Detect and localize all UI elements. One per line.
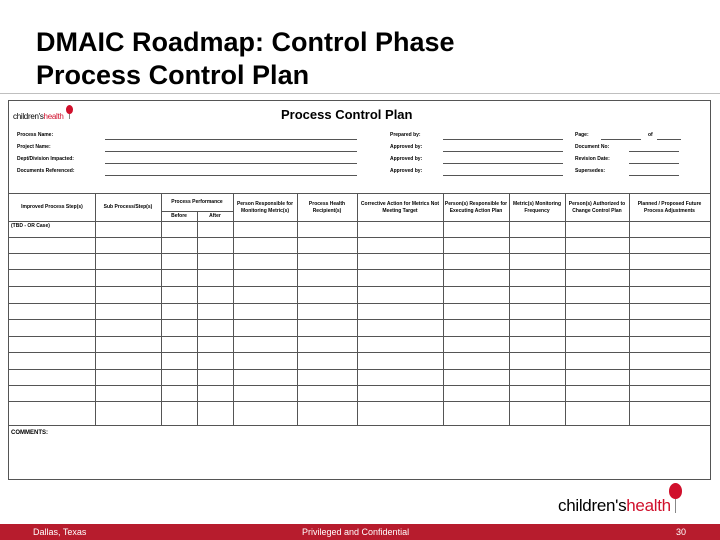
header-field-label: Approved by:: [390, 156, 423, 162]
table-cell[interactable]: [444, 254, 509, 269]
table-cell[interactable]: [234, 337, 297, 352]
table-cell[interactable]: [630, 287, 710, 303]
header-field-line[interactable]: [629, 175, 679, 176]
header-field-label: Supersedes:: [575, 168, 606, 174]
table-cell[interactable]: [298, 353, 357, 369]
column-header: Improved Process Step(s): [21, 204, 83, 210]
table-cell[interactable]: [630, 254, 710, 269]
header-field-label: Document No:: [575, 144, 610, 150]
table-cell[interactable]: [198, 353, 233, 369]
table-cell[interactable]: [10, 337, 95, 352]
table-cell[interactable]: [510, 386, 565, 401]
footer-bar: [0, 524, 720, 540]
table-cell[interactable]: [198, 238, 233, 253]
footer-logo-text-1: children's: [558, 496, 627, 515]
table-cell[interactable]: [358, 287, 443, 303]
form-logo-text-2: health: [43, 112, 64, 121]
table-cell[interactable]: [198, 337, 233, 352]
table-cell[interactable]: [162, 320, 197, 336]
table-cell[interactable]: [162, 222, 197, 237]
table-cell[interactable]: [198, 270, 233, 286]
table-cell[interactable]: [510, 402, 565, 425]
table-cell[interactable]: [96, 370, 161, 385]
table-cell[interactable]: [198, 402, 233, 425]
table-cell[interactable]: [234, 320, 297, 336]
table-cell[interactable]: [198, 320, 233, 336]
table-cell[interactable]: [630, 353, 710, 369]
table-cell[interactable]: [198, 386, 233, 401]
table-cell[interactable]: [510, 353, 565, 369]
column-header: Sub Process/Step(s): [103, 204, 153, 210]
header-page-of: of: [648, 132, 653, 138]
header-field-label: Project Name:: [17, 144, 51, 150]
table-cell[interactable]: [96, 254, 161, 269]
table-cell[interactable]: [630, 320, 710, 336]
table-cell[interactable]: [96, 353, 161, 369]
table-cell[interactable]: [234, 353, 297, 369]
footer-logo: [558, 496, 671, 516]
table-cell[interactable]: [96, 287, 161, 303]
table-cell[interactable]: [566, 270, 629, 286]
table-cell[interactable]: [162, 287, 197, 303]
comments-label: COMMENTS:: [11, 430, 48, 436]
table-cell[interactable]: [234, 402, 297, 425]
table-cell[interactable]: [444, 222, 509, 237]
column-header: Process Health Recipient(s): [308, 200, 346, 214]
table-cell[interactable]: [96, 337, 161, 352]
table-cell[interactable]: [444, 386, 509, 401]
footer-page-number: 30: [676, 527, 687, 537]
table-cell[interactable]: [198, 370, 233, 385]
table-cell[interactable]: [566, 304, 629, 319]
column-header: Planned / Proposed Future Process Adjustments: [637, 200, 702, 214]
column-header: Person Responsible for Monitoring Metric(s): [236, 200, 294, 214]
table-cell[interactable]: [162, 402, 197, 425]
sub-column-header: After: [209, 212, 221, 219]
header-field-label: Prepared by:: [390, 132, 421, 138]
form-logo: [13, 112, 64, 121]
slide-title: [36, 26, 455, 92]
header-field-label: Process Name:: [17, 132, 54, 138]
table-cell[interactable]: [510, 320, 565, 336]
table-cell[interactable]: [198, 254, 233, 269]
table-cell[interactable]: [298, 370, 357, 385]
table-cell[interactable]: [10, 222, 95, 237]
table-cell[interactable]: [10, 254, 95, 269]
table-cell[interactable]: [566, 254, 629, 269]
table-cell[interactable]: [566, 337, 629, 352]
table-cell[interactable]: [510, 287, 565, 303]
table-cell[interactable]: [510, 370, 565, 385]
table-cell[interactable]: [566, 320, 629, 336]
table-cell[interactable]: [198, 304, 233, 319]
table-cell[interactable]: [566, 238, 629, 253]
table-cell[interactable]: [630, 270, 710, 286]
table-cell[interactable]: [234, 386, 297, 401]
table-cell[interactable]: [198, 222, 233, 237]
table-top-border: [9, 193, 710, 194]
table-cell[interactable]: [630, 370, 710, 385]
table-cell[interactable]: [198, 287, 233, 303]
table-cell[interactable]: [96, 222, 161, 237]
table-cell[interactable]: [234, 370, 297, 385]
table-cell[interactable]: [162, 238, 197, 253]
table-cell[interactable]: [630, 402, 710, 425]
table-cell[interactable]: [10, 370, 95, 385]
table-cell[interactable]: [358, 337, 443, 352]
table-cell[interactable]: [358, 402, 443, 425]
table-cell[interactable]: [298, 238, 357, 253]
header-field-line[interactable]: [105, 175, 357, 176]
table-cell[interactable]: [358, 238, 443, 253]
column-header: Corrective Action for Metrics Not Meeting Target: [360, 200, 440, 214]
table-cell[interactable]: [358, 222, 443, 237]
first-row-note: (TBD - OR Case): [11, 223, 50, 229]
table-cell[interactable]: [510, 238, 565, 253]
table-cell[interactable]: [298, 287, 357, 303]
header-field-line[interactable]: [105, 139, 357, 140]
table-cell[interactable]: [510, 222, 565, 237]
column-header: Person(s) Authorized to Change Control Plan: [568, 200, 626, 214]
table-cell[interactable]: [566, 402, 629, 425]
table-cell[interactable]: [162, 386, 197, 401]
table-cell[interactable]: [10, 304, 95, 319]
table-cell[interactable]: [566, 287, 629, 303]
table-cell[interactable]: [96, 402, 161, 425]
table-cell[interactable]: [10, 353, 95, 369]
table-cell[interactable]: [162, 270, 197, 286]
table-cell[interactable]: [234, 222, 297, 237]
table-cell[interactable]: [444, 337, 509, 352]
table-cell[interactable]: [358, 270, 443, 286]
table-cell[interactable]: [566, 386, 629, 401]
table-cell[interactable]: [10, 402, 95, 425]
form-logo-text-1: children's: [13, 112, 44, 121]
footer-logo-text-2: health: [626, 496, 671, 515]
table-cell[interactable]: [298, 386, 357, 401]
table-cell[interactable]: [566, 353, 629, 369]
header-field-line[interactable]: [443, 139, 563, 140]
table-cell[interactable]: [96, 270, 161, 286]
table-bottom-border: [9, 425, 710, 426]
slide-title-line2: Process Control Plan: [36, 60, 310, 90]
form-title: Process Control Plan: [281, 107, 413, 122]
table-cell[interactable]: [358, 353, 443, 369]
header-field-line[interactable]: [629, 151, 679, 152]
column-header: Person(s) Responsible for Executing Action Plan: [444, 200, 508, 214]
table-cell[interactable]: [358, 254, 443, 269]
table-cell[interactable]: [162, 304, 197, 319]
comments-area[interactable]: [10, 437, 709, 479]
table-cell[interactable]: [630, 304, 710, 319]
table-cell[interactable]: [162, 370, 197, 385]
table-cell[interactable]: [234, 287, 297, 303]
table-cell[interactable]: [162, 337, 197, 352]
form-logo-balloon-icon: [66, 105, 73, 114]
table-cell[interactable]: [510, 304, 565, 319]
header-field-label: Approved by:: [390, 144, 423, 150]
form-logo-string: [69, 114, 70, 119]
table-cell[interactable]: [630, 222, 710, 237]
sub-column-header: Before: [171, 212, 187, 219]
process-control-plan-form: [8, 100, 711, 480]
header-field-line[interactable]: [657, 139, 681, 140]
table-cell[interactable]: [162, 254, 197, 269]
table-cell[interactable]: [96, 320, 161, 336]
table-cell[interactable]: [298, 222, 357, 237]
header-field-label: Approved by:: [390, 168, 423, 174]
table-cell[interactable]: [444, 320, 509, 336]
table-cell[interactable]: [358, 320, 443, 336]
header-field-label: Page:: [575, 132, 589, 138]
table-cell[interactable]: [298, 270, 357, 286]
footer-confidential: Privileged and Confidential: [302, 527, 410, 537]
header-field-line[interactable]: [601, 139, 641, 140]
column-header: Process Performance: [171, 199, 223, 205]
header-field-label: Documents Referenced:: [17, 168, 75, 174]
table-cell[interactable]: [234, 254, 297, 269]
header-field-line[interactable]: [443, 175, 563, 176]
table-cell[interactable]: [510, 337, 565, 352]
table-cell[interactable]: [298, 320, 357, 336]
table-cell[interactable]: [234, 304, 297, 319]
table-cell[interactable]: [10, 386, 95, 401]
table-cell[interactable]: [510, 254, 565, 269]
table-cell[interactable]: [10, 320, 95, 336]
table-cell[interactable]: [444, 238, 509, 253]
table-cell[interactable]: [444, 353, 509, 369]
header-field-label: Dept/Division Impacted:: [17, 156, 74, 162]
footer-logo-balloon-icon: [669, 483, 682, 499]
header-field-line[interactable]: [105, 151, 357, 152]
table-cell[interactable]: [630, 238, 710, 253]
table-cell[interactable]: [96, 238, 161, 253]
table-cell[interactable]: [298, 254, 357, 269]
table-cell[interactable]: [444, 287, 509, 303]
footer-logo-string: [675, 499, 676, 513]
table-cell[interactable]: [234, 270, 297, 286]
table-cell[interactable]: [444, 370, 509, 385]
table-cell[interactable]: [10, 287, 95, 303]
table-cell[interactable]: [358, 370, 443, 385]
column-header: Metric(s) Monitoring Frequency: [512, 200, 562, 214]
table-cell[interactable]: [96, 304, 161, 319]
table-cell[interactable]: [10, 238, 95, 253]
header-field-line[interactable]: [105, 163, 357, 164]
table-cell[interactable]: [162, 353, 197, 369]
header-field-line[interactable]: [443, 163, 563, 164]
table-cell[interactable]: [630, 337, 710, 352]
table-cell[interactable]: [566, 222, 629, 237]
table-cell[interactable]: [630, 386, 710, 401]
header-field-label: Revision Date:: [575, 156, 610, 162]
header-field-line[interactable]: [443, 151, 563, 152]
table-cell[interactable]: [298, 337, 357, 352]
slide-title-line1: DMAIC Roadmap: Control Phase: [36, 27, 455, 57]
footer-location: Dallas, Texas: [33, 527, 87, 537]
table-cell[interactable]: [444, 304, 509, 319]
title-divider: [0, 93, 720, 94]
table-cell[interactable]: [444, 402, 509, 425]
table-cell[interactable]: [10, 270, 95, 286]
table-cell[interactable]: [298, 304, 357, 319]
table-cell[interactable]: [358, 304, 443, 319]
table-cell[interactable]: [566, 370, 629, 385]
table-cell[interactable]: [234, 238, 297, 253]
header-field-line[interactable]: [629, 163, 679, 164]
table-cell[interactable]: [444, 270, 509, 286]
table-cell[interactable]: [96, 386, 161, 401]
table-cell[interactable]: [510, 270, 565, 286]
table-cell[interactable]: [358, 386, 443, 401]
table-cell[interactable]: [298, 402, 357, 425]
